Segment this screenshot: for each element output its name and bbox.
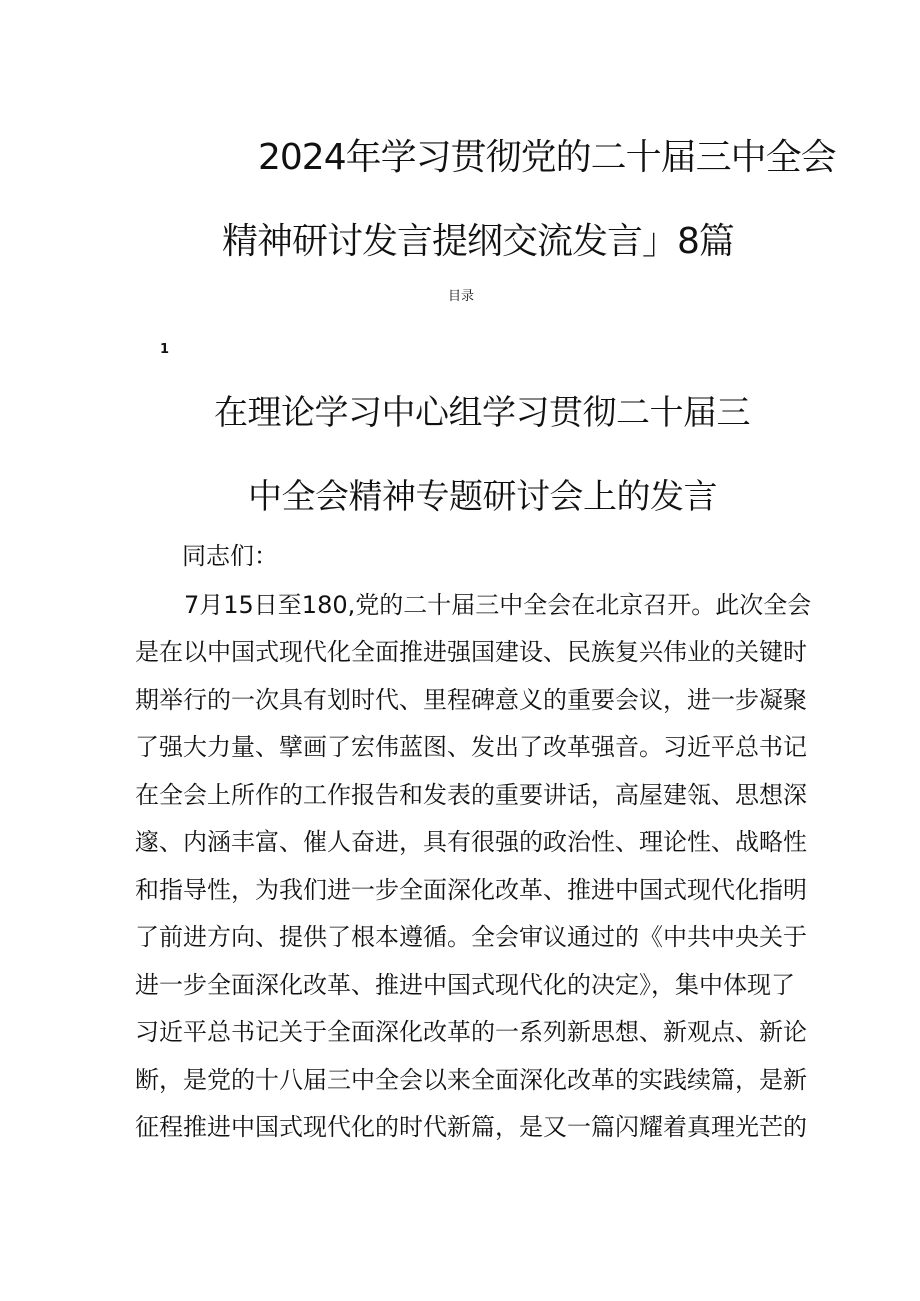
- document-title-line-1: 2024年学习贯彻党的二十届三中全会: [258, 137, 836, 178]
- body-line: 7月15日至180,党的二十届三中全会在北京召开。此次全会: [184, 591, 812, 619]
- body-line: 和指导性，为我们进一步全面深化改革、推进中国式现代化指明: [135, 876, 807, 904]
- section-number: 1: [160, 342, 170, 357]
- body-line: 期举行的一次具有划时代、里程碑意义的重要会议，进一步凝聚: [135, 686, 807, 714]
- body-line: 进一步全面深化改革、推进中国式现代化的决定》，集中体现了: [135, 971, 795, 999]
- section-title-line-2: 中全会精神专题研讨会上的发言: [248, 477, 717, 517]
- section-title-line-1: 在理论学习中心组学习贯彻二十届三: [214, 393, 750, 433]
- body-line: 征程推进中国式现代化的时代新篇，是又一篇闪耀着真理光芒的: [135, 1113, 807, 1141]
- body-line: 是在以中国式现代化全面推进强国建设、民族复兴伟业的关键时: [135, 638, 807, 666]
- document-title-line-2: 精神研讨发言提纲交流发言」8篇: [222, 221, 734, 262]
- body-line: 邃、内涵丰富、催人奋进，具有很强的政治性、理论性、战略性: [135, 828, 807, 856]
- salutation: 同志们：: [182, 542, 278, 570]
- toc-label: 目录: [448, 289, 475, 304]
- body-line: 了前进方向、提供了根本遵循。全会审议通过的《中共中央关于: [135, 923, 807, 951]
- body-line: 断，是党的十八届三中全会以来全面深化改革的实践续篇，是新: [135, 1066, 807, 1094]
- body-line: 了强大力量、擘画了宏伟蓝图、发出了改革强音。习近平总书记: [135, 733, 807, 761]
- body-line: 在全会上所作的工作报告和发表的重要讲话，高屋建瓴、思想深: [135, 781, 807, 809]
- body-line: 习近平总书记关于全面深化改革的一系列新思想、新观点、新论: [135, 1018, 807, 1046]
